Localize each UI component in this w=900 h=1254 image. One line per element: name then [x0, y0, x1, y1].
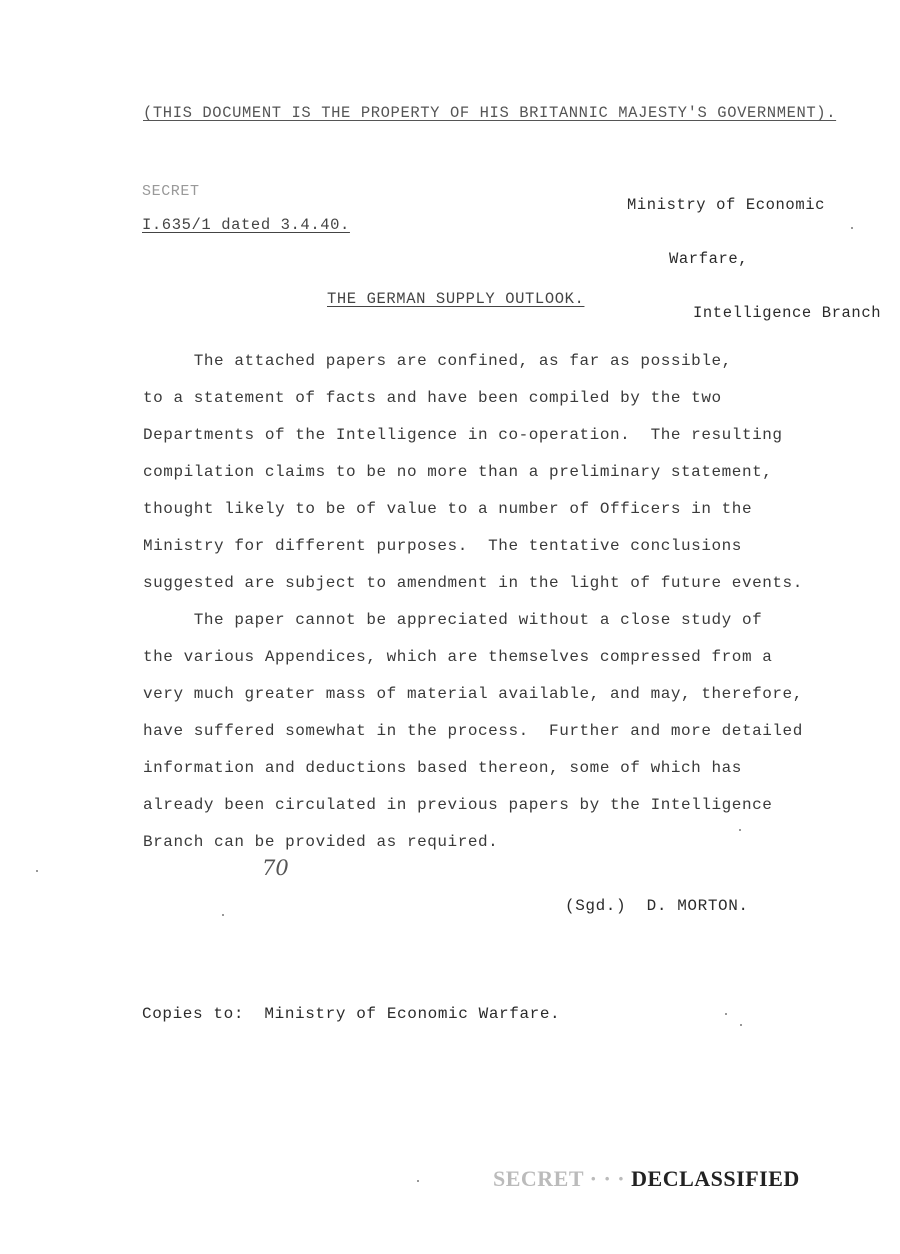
scan-speck: [725, 1013, 727, 1015]
scan-speck: [739, 829, 741, 831]
body-line: information and deductions based thereon, some of which has: [143, 759, 742, 777]
stamp-faded-text: SECRET · · ·: [493, 1166, 626, 1191]
sender-line-3: Intelligence Branch: [693, 304, 882, 322]
handwritten-mark: 70: [262, 856, 289, 880]
reference-line: I.635/1 dated 3.4.40.: [142, 216, 350, 234]
body-line: have suffered somewhat in the process. Further and more detailed: [143, 722, 803, 740]
body-line: to a statement of facts and have been compiled by the two: [143, 389, 722, 407]
sender-block: [627, 160, 881, 358]
body-line: Departments of the Intelligence in co-operation. The resulting: [143, 426, 783, 444]
classification-smudge: SECRET: [142, 183, 200, 200]
sender-line-1: Ministry of Economic: [627, 196, 826, 214]
protective-marking: (THIS DOCUMENT IS THE PROPERTY OF HIS BRITANNIC MAJESTY'S GOVERNMENT).: [143, 104, 837, 122]
body-line: The paper cannot be appreciated without a close study of: [143, 611, 763, 629]
document-title: THE GERMAN SUPPLY OUTLOOK.: [327, 290, 585, 308]
body-line: compilation claims to be no more than a preliminary statement,: [143, 463, 773, 481]
body-line: Branch can be provided as required.: [143, 833, 499, 851]
body-line: very much greater mass of material available, and may, therefore,: [143, 685, 803, 703]
body-line: thought likely to be of value to a number of Officers in the: [143, 500, 753, 518]
body-line: already been circulated in previous papers by the Intelligence: [143, 796, 773, 814]
declassified-stamp: [493, 1166, 800, 1192]
body-text: [143, 343, 863, 861]
copies-to: Copies to: Ministry of Economic Warfare.: [142, 1005, 561, 1023]
scan-speck: [36, 870, 38, 872]
stamp-visible-text: DECLASSIFIED: [631, 1166, 800, 1191]
sender-line-2: Warfare,: [669, 250, 749, 268]
body-line: The attached papers are confined, as far as possible,: [143, 352, 732, 370]
signature: (Sgd.) D. MORTON.: [565, 897, 749, 915]
scan-speck: [222, 914, 224, 916]
scan-speck: [417, 1180, 419, 1182]
scan-speck: [740, 1024, 742, 1026]
body-line: the various Appendices, which are themselves compressed from a: [143, 648, 773, 666]
body-line: suggested are subject to amendment in the light of future events.: [143, 574, 803, 592]
body-line: Ministry for different purposes. The tentative conclusions: [143, 537, 742, 555]
scan-speck: [851, 227, 853, 229]
